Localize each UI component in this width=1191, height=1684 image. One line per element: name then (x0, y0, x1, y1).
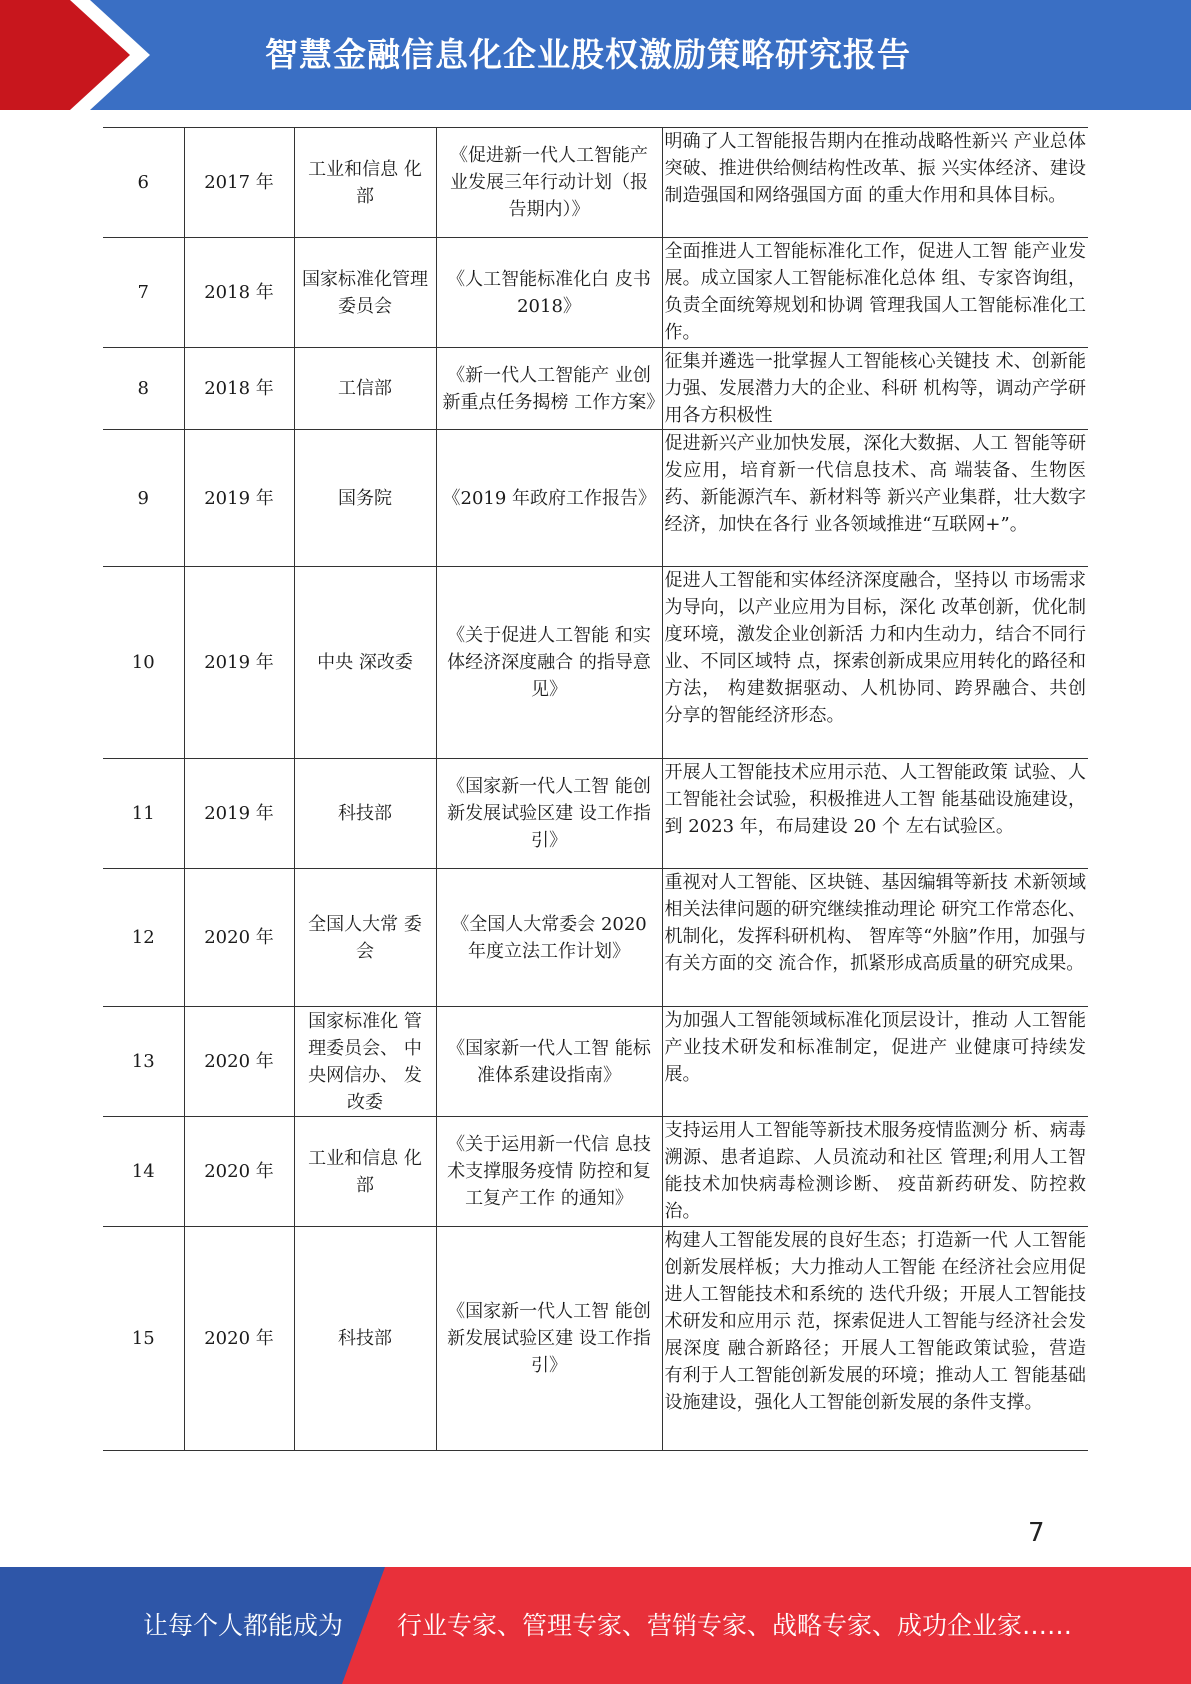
table-row (103, 1117, 1088, 1227)
row-agency: 国家标准化 管理委员会、 中央网信办、 发改委 (294, 1007, 436, 1117)
row-document: 《人工智能标准化白 皮书 2018》 (436, 238, 662, 348)
row-number: 6 (103, 128, 184, 238)
row-year: 2019 年 (184, 430, 294, 567)
row-document: 《促进新一代人工智能产业发展三年行动计划（报告期内）》 (436, 128, 662, 238)
row-number: 11 (103, 759, 184, 869)
row-year: 2019 年 (184, 759, 294, 869)
row-year: 2020 年 (184, 1227, 294, 1451)
row-content: 构建人工智能发展的良好生态；打造新一代 人工智能创新发展样板；大力推动人工智能 在经济社会应用促进人工智能技术和系统的 迭代升级；开展人工智能技术研发和应用示 范，探索促进人工智能与经济社会发展深度 融合新路径；开展人工智能政策试验，营造 有利于人工智能创新发展的环境；推动人工 智能基础设施建设，强化人工智能创新发展的条件支撑。 (662, 1227, 1088, 1451)
policy-table (103, 127, 1088, 1451)
row-number: 7 (103, 238, 184, 348)
row-number: 9 (103, 430, 184, 567)
table-row (103, 238, 1088, 348)
row-agency: 工业和信息 化部 (294, 1117, 436, 1227)
row-number: 15 (103, 1227, 184, 1451)
row-document: 《国家新一代人工智 能标准体系建设指南》 (436, 1007, 662, 1117)
row-content: 支持运用人工智能等新技术服务疫情监测分 析、病毒溯源、患者追踪、人员流动和社区 管理;利用人工智能技术加快病毒检测诊断、 疫苗新药研发、防控救治。 (662, 1117, 1088, 1227)
row-number: 14 (103, 1117, 184, 1227)
table-row (103, 567, 1088, 759)
row-content: 征集并遴选一批掌握人工智能核心关键技 术、创新能力强、发展潜力大的企业、科研 机构等，调动产学研用各方积极性 (662, 348, 1088, 430)
row-document: 《国家新一代人工智 能创新发展试验区建 设工作指引》 (436, 759, 662, 869)
row-document: 《关于促进人工智能 和实体经济深度融合 的指导意见》 (436, 567, 662, 759)
row-year: 2020 年 (184, 869, 294, 1007)
row-year: 2018 年 (184, 348, 294, 430)
row-number: 13 (103, 1007, 184, 1117)
row-content: 促进新兴产业加快发展，深化大数据、人工 智能等研发应用，培育新一代信息技术、高 端装备、生物医药、新能源汽车、新材料等 新兴产业集群，壮大数字经济，加快在各行 业各领域推进“互联网+”。 (662, 430, 1088, 567)
row-year: 2020 年 (184, 1007, 294, 1117)
footer-slogan-left: 让每个人都能成为 (143, 1611, 344, 1640)
row-agency: 国务院 (294, 430, 436, 567)
row-year: 2018 年 (184, 238, 294, 348)
row-agency: 工业和信息 化部 (294, 128, 436, 238)
page-number: 7 (1028, 1518, 1045, 1548)
row-agency: 中央 深改委 (294, 567, 436, 759)
row-content: 为加强人工智能领域标准化顶层设计，推动 人工智能产业技术研发和标准制定，促进产 业健康可持续发展。 (662, 1007, 1088, 1117)
policy-table-wrap (103, 127, 1088, 1451)
table-row (103, 430, 1088, 567)
row-agency: 国家标准化管理委员会 (294, 238, 436, 348)
row-content: 开展人工智能技术应用示范、人工智能政策 试验、人工智能社会试验，积极推进人工智 能基础设施建设，到 2023 年，布局建设 20 个 左右试验区。 (662, 759, 1088, 869)
row-agency: 科技部 (294, 759, 436, 869)
row-number: 8 (103, 348, 184, 430)
table-row (103, 869, 1088, 1007)
row-agency: 全国人大常 委会 (294, 869, 436, 1007)
row-document: 《关于运用新一代信 息技术支撑服务疫情 防控和复工复产工作 的通知》 (436, 1117, 662, 1227)
footer-slogan-right: 行业专家、管理专家、营销专家、战略专家、成功企业家…… (397, 1611, 1073, 1640)
row-content: 明确了人工智能报告期内在推动战略性新兴 产业总体突破、推进供给侧结构性改革、振 兴实体经济、建设制造强国和网络强国方面 的重大作用和具体目标。 (662, 128, 1088, 238)
row-document: 《全国人大常委会 2020 年度立法工作计划》 (436, 869, 662, 1007)
row-agency: 工信部 (294, 348, 436, 430)
page-header (0, 0, 1191, 110)
row-year: 2020 年 (184, 1117, 294, 1227)
row-content: 重视对人工智能、区块链、基因编辑等新技 术新领域相关法律问题的研究继续推动理论 研究工作常态化、机制化，发挥科研机构、 智库等“外脑”作用，加强与有关方面的交 流合作，抓紧形成高质量的研究成果。 (662, 869, 1088, 1007)
page-footer (0, 1567, 1191, 1684)
row-number: 12 (103, 869, 184, 1007)
row-content: 促进人工智能和实体经济深度融合，坚持以 市场需求为导向，以产业应用为目标，深化 改革创新，优化制度环境，激发企业创新活 力和内生动力，结合不同行业、不同区域特 点，探索创新成果应用转化的路径和方法， 构建数据驱动、人机协同、跨界融合、共创 分享的智能经济形态。 (662, 567, 1088, 759)
report-title: 智慧金融信息化企业股权激励策略研究报告 (265, 35, 911, 74)
row-number: 10 (103, 567, 184, 759)
row-content: 全面推进人工智能标准化工作，促进人工智 能产业发展。成立国家人工智能标准化总体 组、专家咨询组，负责全面统筹规划和协调 管理我国人工智能标准化工作。 (662, 238, 1088, 348)
row-year: 2019 年 (184, 567, 294, 759)
table-row (103, 348, 1088, 430)
table-row (103, 128, 1088, 238)
row-year: 2017 年 (184, 128, 294, 238)
table-row (103, 1007, 1088, 1117)
table-row (103, 1227, 1088, 1451)
row-agency: 科技部 (294, 1227, 436, 1451)
table-row (103, 759, 1088, 869)
row-document: 《新一代人工智能产 业创新重点任务揭榜 工作方案》 (436, 348, 662, 430)
row-document: 《国家新一代人工智 能创新发展试验区建 设工作指引》 (436, 1227, 662, 1451)
row-document: 《2019 年政府工作报告》 (436, 430, 662, 567)
header-chevron-decoration (0, 0, 150, 110)
